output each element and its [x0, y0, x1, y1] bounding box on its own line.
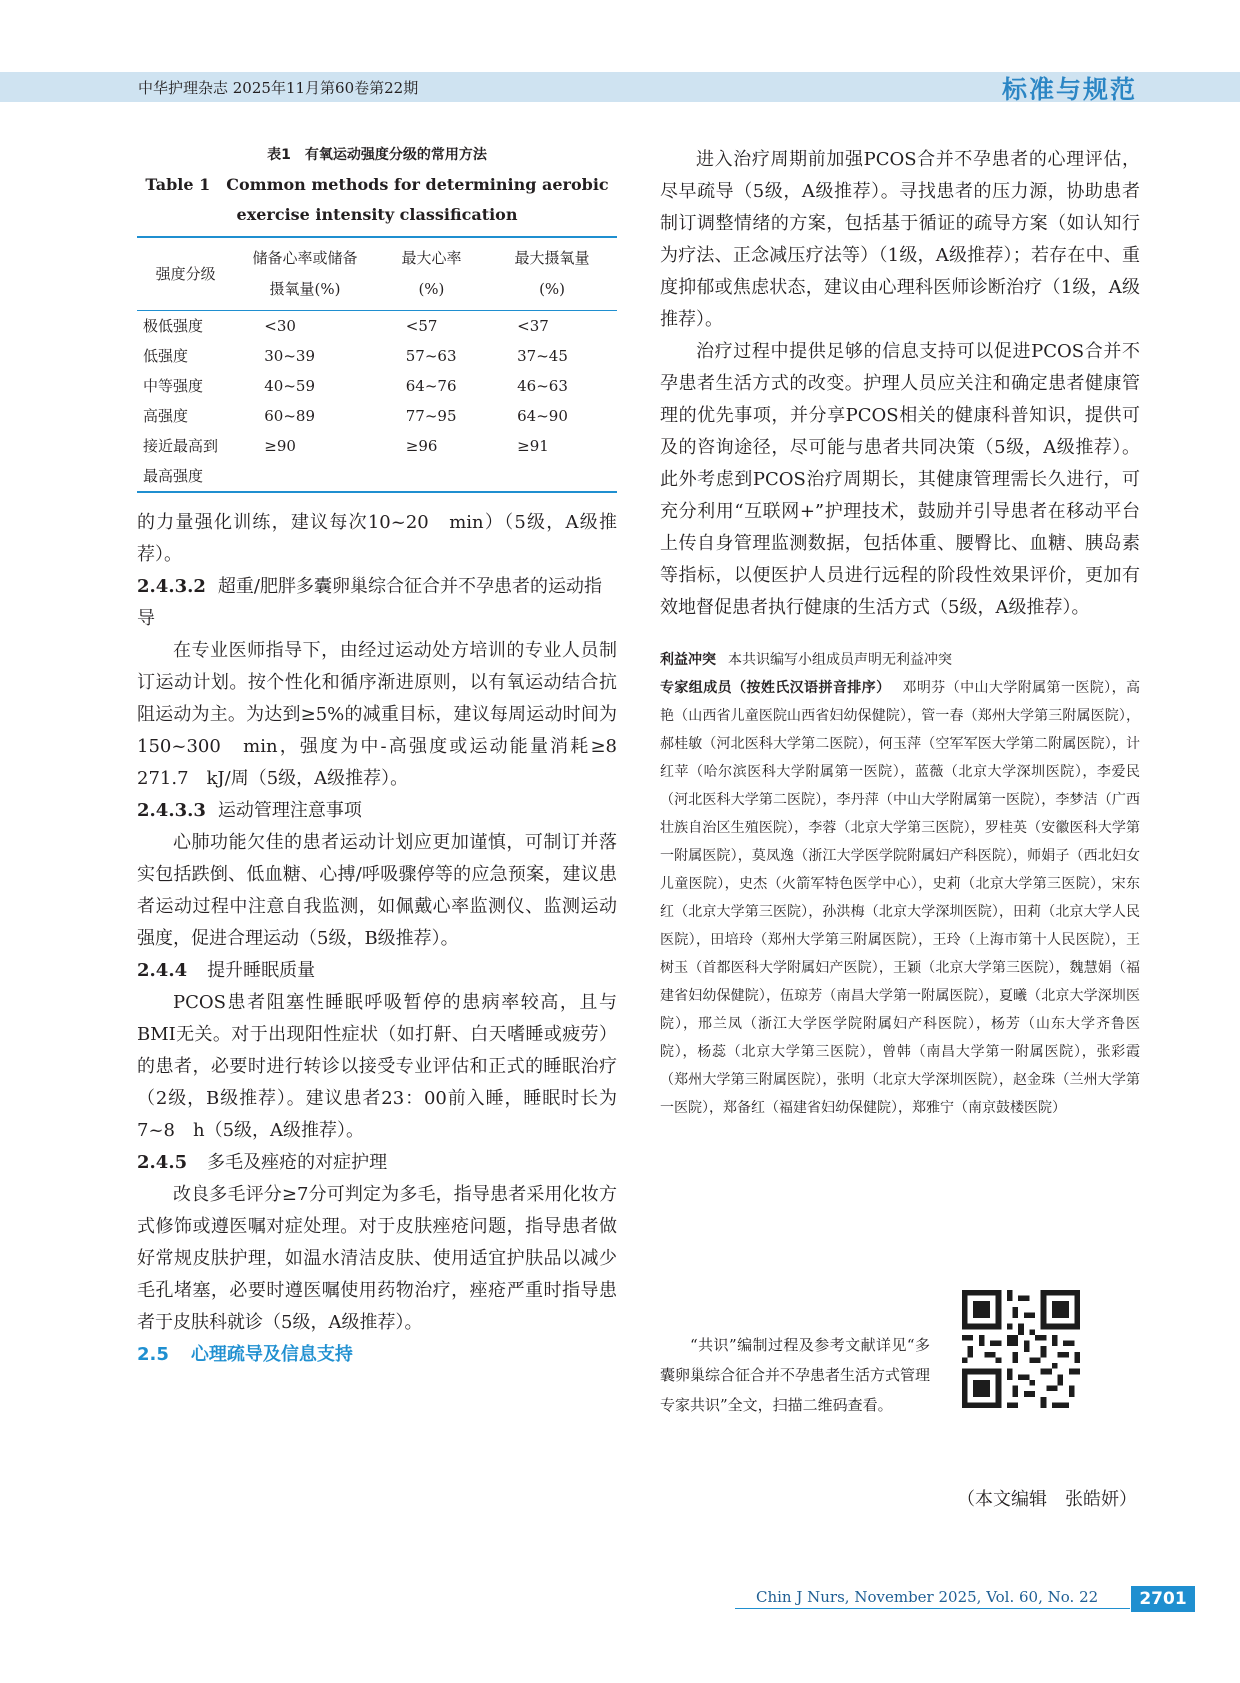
table-caption-en: Table 1 Common methods for determining aerobic exercise intensity classification: [145, 175, 609, 224]
paragraph-2-4-5: 改良多毛评分≥7分可判定为多毛，指导患者采用化妆方式修饰或遵医嘱对症处理。对于皮肤痤疮问题，指导患者做好常规皮肤护理，如温水清洁皮肤、使用适宜护肤品以减少毛孔堵塞，必要时遵医嘱使用药物治疗，痤疮严重时指导患者于皮肤科就诊（5级，A级推荐）。: [137, 1184, 617, 1333]
qr-section: [660, 1290, 1140, 1450]
journal-header: 中华护理杂志 2025年11月第60卷第22期: [138, 79, 419, 97]
right-column: [660, 144, 1140, 1122]
intensity-table: [137, 236, 617, 493]
heading-2-4-4: 2.4.4 提升睡眠质量: [137, 960, 316, 981]
heading-2-4-3-3: 2.4.3.3 运动管理注意事项: [137, 800, 362, 821]
table-cell: 30~39: [264, 347, 315, 365]
paragraph-continued: 的力量强化训练，建议每次10~20 min）（5级，A级推荐）。: [137, 512, 617, 565]
heading-2-4-3-2: 2.4.3.2 超重/肥胖多囊卵巢综合征合并不孕患者的运动指导: [137, 576, 602, 629]
table-cell: ≥96: [405, 437, 438, 455]
table-cell: 57~63: [405, 347, 457, 365]
table-caption-cn: 表1 有氧运动强度分级的常用方法: [267, 147, 487, 163]
footer-rule: [735, 1608, 1130, 1609]
section-label: 标准与规范: [1001, 75, 1137, 104]
table-cell: 接近最高到最高强度: [143, 437, 219, 485]
heading-2-4-5: 2.4.5 多毛及痤疮的对症护理: [137, 1152, 388, 1173]
qr-caption: “共识”编制过程及参考文献详见“多囊卵巢综合征合并不孕患者生活方式管理专家共识”全文，扫描二维码查看。: [660, 1336, 931, 1414]
table-cell: <30: [264, 317, 296, 335]
table-row: [137, 401, 617, 431]
footer-citation: Chin J Nurs, November 2025, Vol. 60, No. 22: [756, 1588, 1099, 1606]
conflict-of-interest: 利益冲突 本共识编写小组成员声明无利益冲突: [660, 652, 952, 668]
table-header-row: [137, 237, 617, 311]
paragraph-2-4-3-3: 心肺功能欠佳的患者运动计划应更加谨慎，可制订并落实包括跌倒、低血糖、心搏/呼吸骤停等的应急预案，建议患者运动过程中注意自我监测，如佩戴心率监测仪、监测运动强度，促进合理运动（5级，B级推荐）。: [137, 832, 617, 949]
table-row: [137, 371, 617, 401]
table-row: [137, 311, 617, 342]
table-cell: 40~59: [264, 377, 315, 395]
table-cell: 64~90: [517, 407, 568, 425]
table-row: [137, 341, 617, 371]
table-cell: 60~89: [264, 407, 315, 425]
heading-2-5: 2.5 心理疏导及信息支持: [137, 1344, 353, 1365]
paragraph-info-support: 治疗过程中提供足够的信息支持可以促进PCOS合并不孕患者生活方式的改变。护理人员应关注和确定患者健康管理的优先事项，并分享PCOS相关的健康科普知识，提供可及的咨询途径，尽可能与患者共同决策（5级，A级推荐）。此外考虑到PCOS治疗周期长，其健康管理需长久进行，可充分利用“互联网+”护理技术，鼓励并引导患者在移动平台上传自身管理监测数据，包括体重、腰臀比、血糖、胰岛素等指标，以便医护人员进行远程的阶段性效果评价，更加有效地督促患者执行健康的生活方式（5级，A级推荐）。: [660, 341, 1140, 618]
expert-list: 专家组成员（按姓氏汉语拼音排序） 邓明芬（中山大学附属第一医院），高艳（山西省儿童医院山西省妇幼保健院），管一春（郑州大学第三附属医院），郝桂敏（河北医科大学第二医院），何玉萍（空军军医大学第二附属医院），计红苹（哈尔滨医科大学附属第一医院），蓝薇（北京大学深圳医院），李爱民（河北医科大学第二医院），李丹萍（中山大学附属第一医院），李梦洁（广西壮族自治区生殖医院），李蓉（北京大学第三医院），罗桂英（安徽医科大学第一附属医院），莫凤逸（浙江大学医学院附属妇产科医院），师娟子（西北妇女儿童医院），史杰（火箭军特色医学中心），史莉（北京大学第三医院），宋东红（北京大学第三医院），孙洪梅（北京大学深圳医院），田莉（北京大学人民医院），田培玲（郑州大学第三附属医院），王玲（上海市第十人民医院），王树玉（首都医科大学附属妇产医院），王颖（北京大学第三医院），魏慧娟（福建省妇幼保健院），伍琼芳（南昌大学第一附属医院），夏曦（北京大学深圳医院），邢兰凤（浙江大学医学院附属妇产科医院），杨芳（山东大学齐鲁医院），杨蕊（北京大学第三医院），曾韩（南昌大学第一附属医院），张彩霞（郑州大学第三附属医院），张明（北京大学深圳医院），赵金珠（兰州大学第一医院），郑备红（福建省妇幼保健院），郑雅宁（南京鼓楼医院）: [660, 680, 1140, 1116]
table-cell: 低强度: [143, 347, 189, 365]
table-cell: ≥91: [517, 437, 549, 455]
qr-code-icon[interactable]: [962, 1290, 1080, 1408]
table-cell: <37: [517, 317, 549, 335]
editor-note: （本文编辑 张皓妍）: [957, 1489, 1137, 1510]
table-cell: 极低强度: [143, 317, 204, 335]
table-cell: 37~45: [517, 347, 568, 365]
left-column: [137, 144, 617, 1371]
paragraph-2-4-4: PCOS患者阻塞性睡眠呼吸暂停的患病率较高，且与BMI无关。对于出现阳性症状（如打鼾、白天嗜睡或疲劳）的患者，必要时进行转诊以接受专业评估和正式的睡眠治疗（2级，B级推荐）。建议患者23：00前入睡，睡眠时长为7~8 h（5级，A级推荐）。: [137, 992, 617, 1141]
table-cell: ≥90: [264, 437, 296, 455]
page-number: 2701: [1131, 1586, 1195, 1612]
paragraph-2-4-3-2: 在专业医师指导下，由经过运动处方培训的专业人员制订运动计划。按个性化和循序渐进原则，以有氧运动结合抗阻运动为主。为达到≥5%的减重目标，建议每周运动时间为150~300 min，强度为中-高强度或运动能量消耗≥8 271.7 kJ/周（5级，A级推荐）。: [137, 640, 617, 789]
paragraph-psych-1: 进入治疗周期前加强PCOS合并不孕患者的心理评估，尽早疏导（5级，A级推荐）。寻找患者的压力源，协助患者制订调整情绪的方案，包括基于循证的疏导方案（如认知行为疗法、正念减压疗法等）（1级，A级推荐）；若存在中、重度抑郁或焦虑状态，建议由心理科医师诊断治疗（1级，A级推荐）。: [660, 149, 1140, 330]
col-header-hrmax: 最大心率(%): [376, 237, 487, 311]
col-header-vo2max: 最大摄氧量(%): [487, 237, 617, 311]
table-cell: 64~76: [405, 377, 457, 395]
table-cell: 中等强度: [143, 377, 204, 395]
col-header-level: 强度分级: [137, 237, 234, 311]
table-row: [137, 431, 617, 492]
table-cell: 高强度: [143, 407, 189, 425]
table-cell: 77~95: [405, 407, 457, 425]
col-header-reserve: 储备心率或储备摄氧量(%): [234, 237, 376, 311]
table-cell: 46~63: [517, 377, 568, 395]
table-cell: <57: [405, 317, 438, 335]
